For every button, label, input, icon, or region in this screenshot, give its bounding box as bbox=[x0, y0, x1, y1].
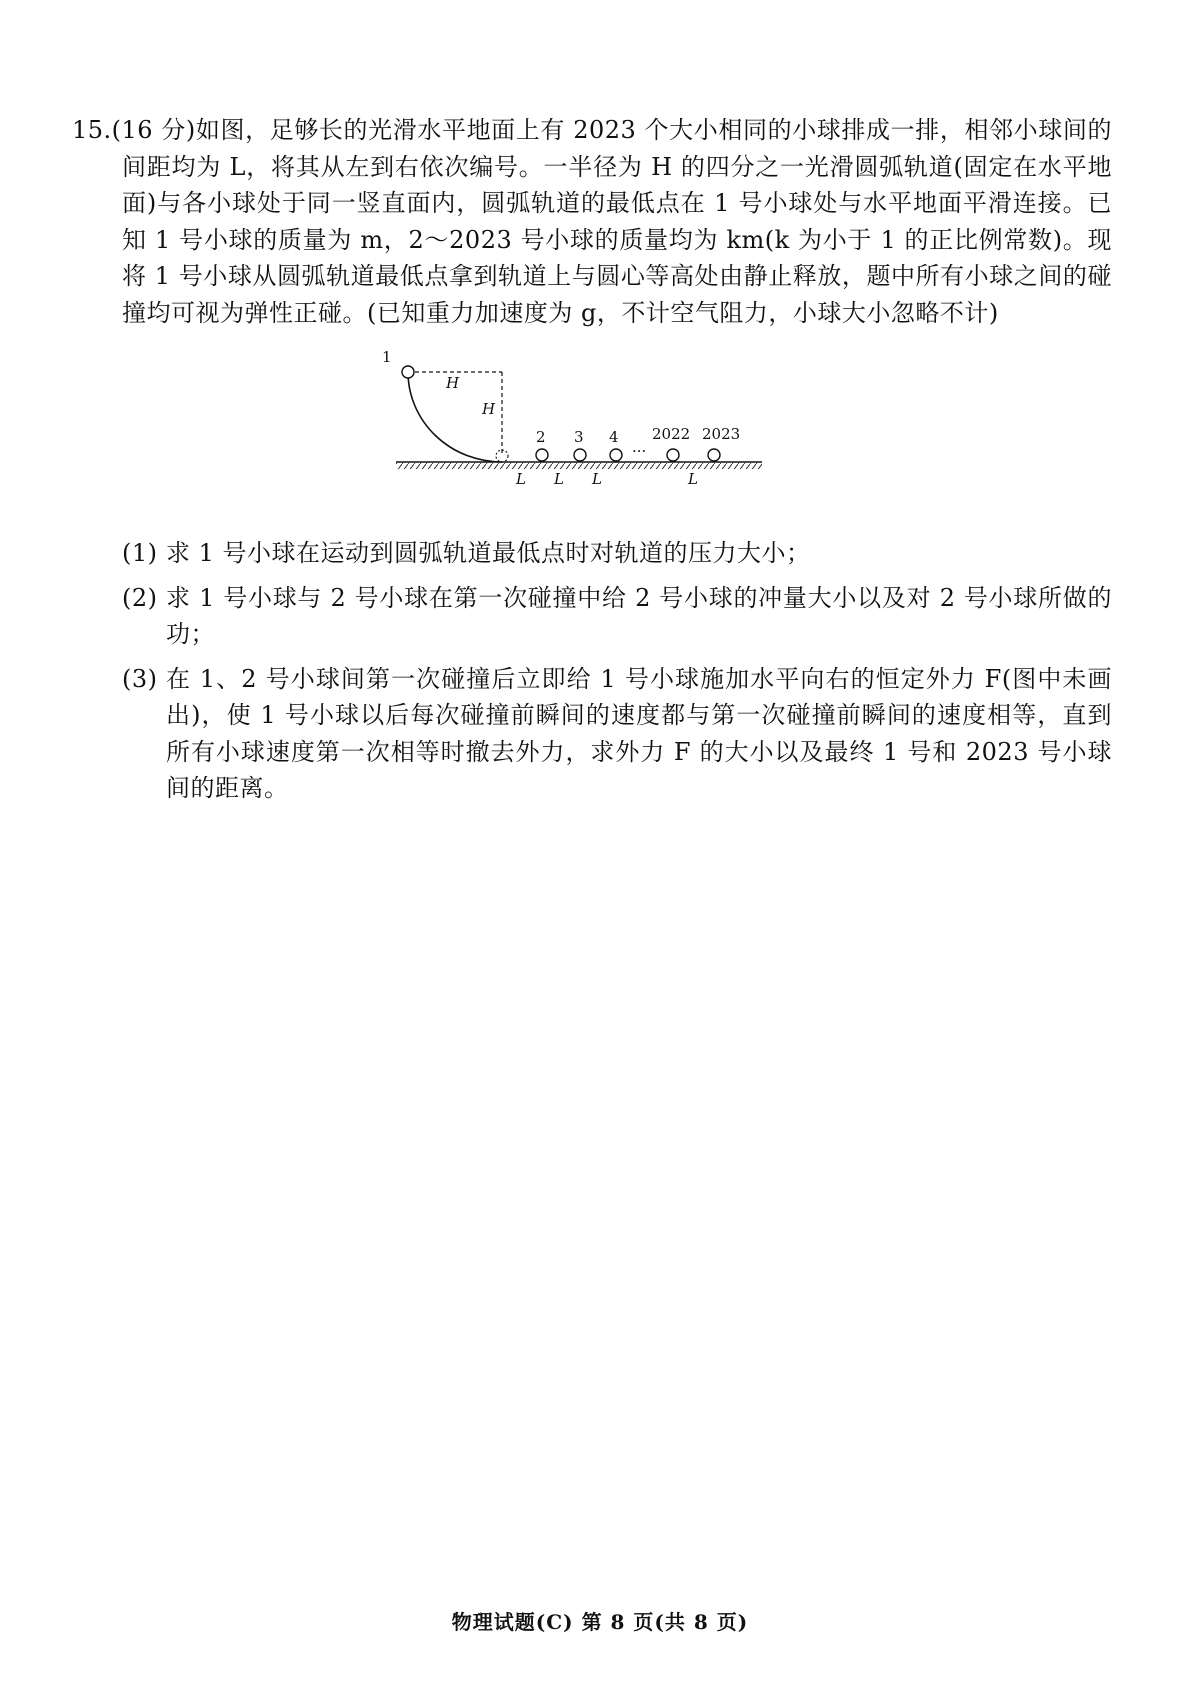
subquestion-3 bbox=[122, 661, 1112, 807]
question-points: (16 分) bbox=[111, 116, 196, 144]
ground-hatch bbox=[396, 463, 762, 469]
ball-2022 bbox=[667, 449, 679, 461]
ball-label-4: 4 bbox=[609, 428, 619, 446]
ball-label-3: 3 bbox=[574, 428, 584, 446]
radius-label-vertical: H bbox=[482, 400, 496, 418]
spacing-label-2: L bbox=[554, 470, 564, 488]
ball-1 bbox=[402, 366, 414, 378]
subquestion-label: (3) bbox=[122, 664, 158, 693]
subquestion-text: 求 1 号小球与 2 号小球在第一次碰撞中给 2 号小球的冲量大小以及对 2 号小球所做的功； bbox=[166, 583, 1112, 648]
question-number: 15. bbox=[72, 116, 112, 144]
ball-label-1: 1 bbox=[382, 348, 392, 366]
page-footer: 物理试题(C) 第 8 页(共 8 页) bbox=[451, 1610, 749, 1634]
subquestion-2 bbox=[122, 580, 1112, 653]
radius-label-horizontal: H bbox=[446, 374, 460, 392]
ball-label-2022: 2022 bbox=[652, 425, 691, 443]
ball-2023 bbox=[708, 449, 720, 461]
subquestion-text: 求 1 号小球在运动到圆弧轨道最低点时对轨道的压力大小； bbox=[166, 539, 811, 567]
problem-stem-paragraph bbox=[72, 112, 1112, 331]
ball-label-2: 2 bbox=[536, 428, 546, 446]
subquestion-text: 在 1、2 号小球间第一次碰撞后立即给 1 号小球施加水平向右的恒定外力 F(图中未画出)，使 1 号小球以后每次碰撞前瞬间的速度都与第一次碰撞前瞬间的速度相等，直到所有小球速度第一次相等时撤去外力，求外力 F 的大小以及最终 1 号和 2023 号小球间的距离。 bbox=[166, 664, 1112, 802]
question-stem: 如图，足够长的光滑水平地面上有 2023 个大小相同的小球排成一排，相邻小球间的间距均为 L，将其从左到右依次编号。一半径为 H 的四分之一光滑圆弧轨道(固定在水平地面)与各小球处于同一竖直面内，圆弧轨道的最低点在 1 号小球处与水平地面平滑连接。已知 1 号小球的质量为 m，2～2023 号小球的质量均为 km(k 为小于 1 的正比例常数)。现将 1 号小球从圆弧轨道最低点拿到轨道上与圆心等高处由静止释放，题中所有小球之间的碰撞均可视为弹性正碰。(已知重力加速度为 g，不计空气阻力，小球大小忽略不计) bbox=[122, 116, 1112, 327]
ball-4 bbox=[610, 449, 622, 461]
track-and-balls-diagram bbox=[382, 348, 816, 538]
ellipsis: ··· bbox=[632, 442, 647, 460]
subquestion-1 bbox=[122, 535, 1112, 572]
spacing-label-1: L bbox=[516, 470, 526, 488]
subquestion-list bbox=[122, 535, 1112, 815]
ball-2 bbox=[536, 449, 548, 461]
subquestion-label: (1) bbox=[122, 539, 158, 567]
subquestion-label: (2) bbox=[122, 583, 158, 612]
physics-diagram bbox=[382, 348, 816, 538]
ball-3 bbox=[574, 449, 586, 461]
ball-label-2023: 2023 bbox=[702, 425, 741, 443]
spacing-label-4: L bbox=[688, 470, 698, 488]
problem-15 bbox=[72, 112, 1112, 331]
spacing-label-3: L bbox=[592, 470, 602, 488]
